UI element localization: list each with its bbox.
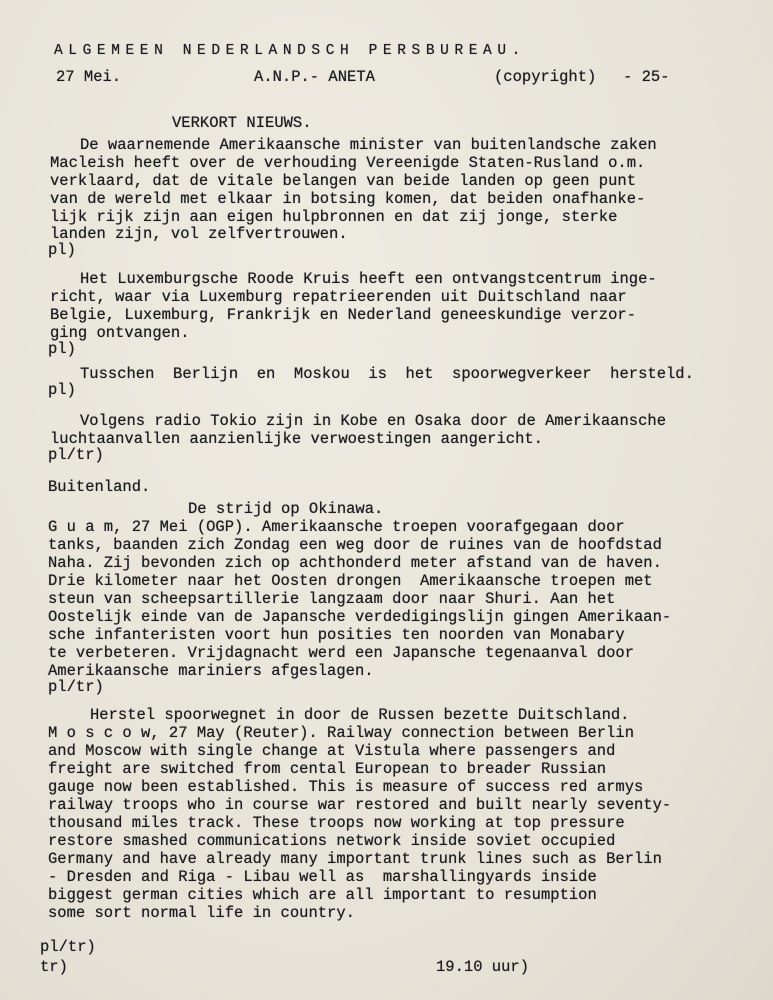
agency-name: ALGEMEEN NEDERLANDSCH PERSBUREAU. [54, 43, 526, 59]
article-line: Germany and have already many important trunk lines such as Berlin [48, 850, 662, 868]
article-line: some sort normal life in country. [48, 904, 355, 922]
item-line: Het Luxemburgsche Roode Kruis heeft een ontvangstcentrum inge- [80, 270, 657, 288]
item-line: Belgie, Luxemburg, Frankrijk en Nederland geneeskundige verzor- [50, 306, 636, 324]
article-line: Naha. Zij bevonden zich op achthonderd meter afstand van de haven. [48, 554, 662, 572]
item-line: luchtaanvallen aanzienlijke verwoestingen aangericht. [50, 430, 543, 448]
item-tag: pl/tr) [48, 446, 104, 464]
item-tag: pl) [48, 381, 76, 399]
item-line: verklaard, dat de vitale belangen van beide landen op geen punt [50, 172, 636, 190]
article-line: and Moscow with single change at Vistula where passengers and [48, 742, 616, 760]
article-tag: pl/tr) [40, 938, 96, 956]
item-line: ging ontvangen. [50, 324, 190, 342]
item-line: van de wereld met elkaar in botsing komen, dat beiden onafhanke- [50, 190, 646, 208]
section-title: Buitenland. [48, 478, 151, 496]
article-line: G u a m, 27 Mei (OGP). Amerikaansche troepen voorafgegaan door [48, 518, 625, 536]
article-headline: Herstel spoorwegnet in door de Russen bezette Duitschland. [90, 706, 630, 724]
item-line: Tusschen Berlijn en Moskou is het spoorwegverkeer hersteld. [80, 365, 694, 383]
header-date: 27 Mei. [56, 68, 122, 86]
header-page-number: - 25- [623, 68, 670, 86]
article-tag: pl/tr) [48, 678, 104, 696]
item-line: richt, waar via Luxemburg repatrieerenden uit Duitschland naar [50, 288, 627, 306]
article-line: steun van scheepsartillerie langzaam door naar Shuri. Aan het [48, 590, 616, 608]
article-line: Oostelijk einde van de Japansche verdedigingslijn gingen Amerikaan- [48, 608, 672, 626]
item-tag: pl) [48, 340, 76, 358]
article-line: M o s c o w, 27 May (Reuter). Railway connection between Berlin [48, 724, 634, 742]
header-source: A.N.P.- ANETA [254, 68, 375, 86]
item-line: De waarnemende Amerikaansche minister van buitenlandsche zaken [80, 136, 657, 154]
article-line: Drie kilometer naar het Oosten drongen Amerikaansche troepen met [48, 572, 653, 590]
article-line: - Dresden and Riga - Libau well as marshallingyards inside [48, 868, 597, 886]
item-line: landen zijn, vol zelfvertrouwen. [50, 225, 348, 243]
article-line: freight are switched from cental European to breader Russian [48, 760, 607, 778]
article-line: restore smashed communications network inside soviet occupied [48, 832, 616, 850]
article-line: railway troops who in course war restored and built nearly seventy- [48, 796, 672, 814]
article-line: sche infanteristen voort hun posities ten noorden van Monabary [48, 626, 625, 644]
article-line: gauge now been established. This is measure of success red armys [48, 778, 644, 796]
article-headline: De strijd op Okinawa. [188, 500, 384, 518]
footer-time: 19.10 uur) [436, 958, 530, 976]
item-tag: pl) [48, 241, 76, 259]
section-title: VERKORT NIEUWS. [172, 114, 312, 132]
footer-tag: tr) [40, 958, 68, 976]
header-copyright: (copyright) [494, 68, 597, 86]
article-line: biggest german cities which are all important to resumption [48, 886, 597, 904]
article-line: thousand miles track. These troops now working at top pressure [48, 814, 625, 832]
article-line: te verbeteren. Vrijdagnacht werd een Japansche tegenaanval door [48, 644, 634, 662]
item-line: Volgens radio Tokio zijn in Kobe en Osaka door de Amerikaansche [80, 412, 666, 430]
item-line: lijk rijk zijn aan eigen hulpbronnen en dat zij jonge, sterke [50, 208, 618, 226]
item-line: Macleish heeft over de verhouding Vereenigde Staten-Rusland o.m. [50, 154, 646, 172]
article-line: tanks, baanden zich Zondag een weg door de ruines van de hoofdstad [48, 536, 662, 554]
article-line: Amerikaansche mariniers afgeslagen. [48, 662, 374, 680]
